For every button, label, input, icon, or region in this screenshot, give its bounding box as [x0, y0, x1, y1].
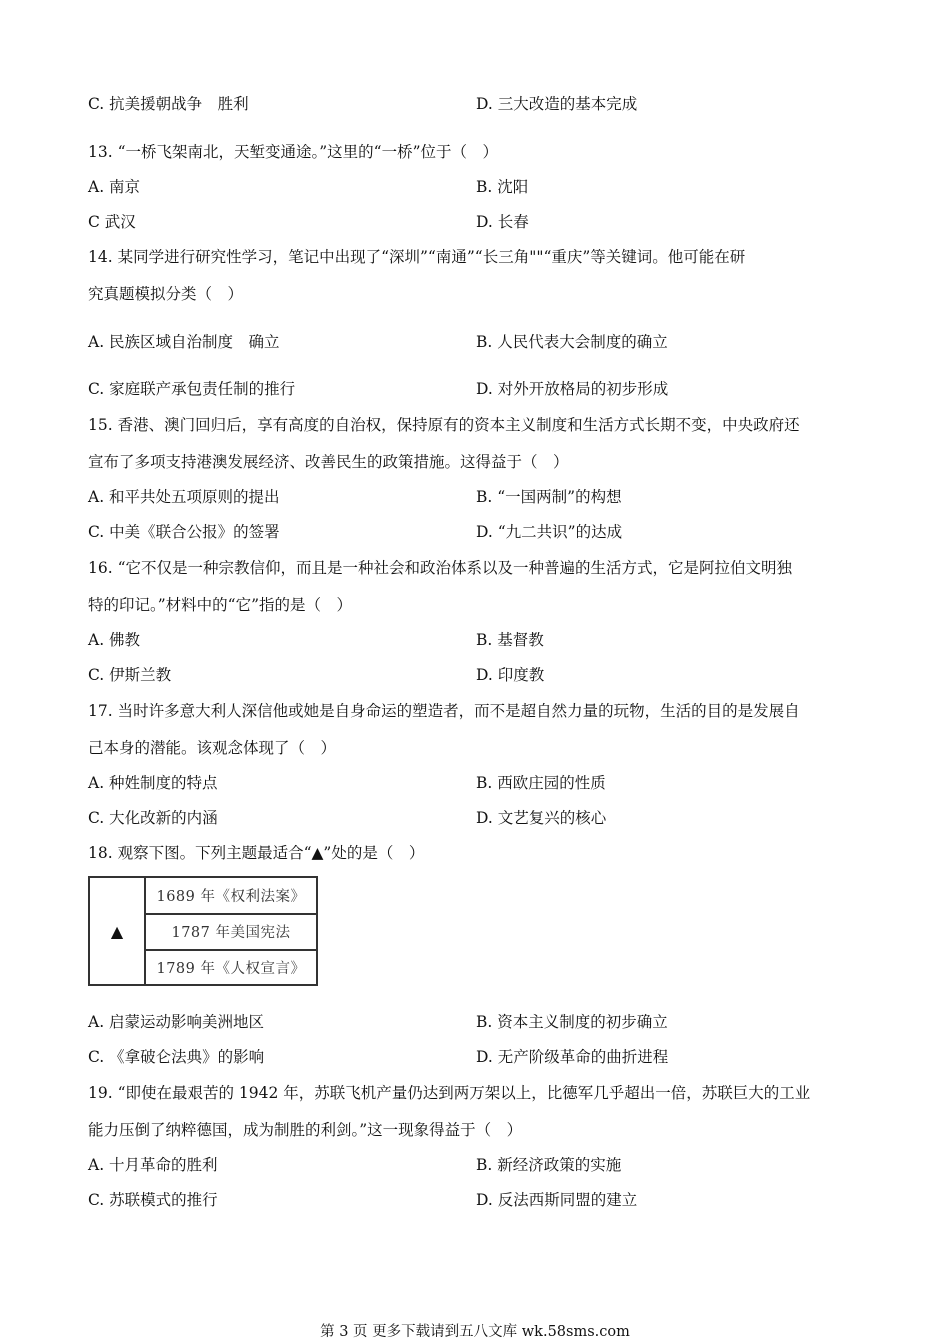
q18-option-d: D. 无产阶级革命的曲折进程 [476, 1048, 669, 1066]
figure-row-1789: 1789 年《人权宣言》 [156, 961, 306, 977]
q14-stem-line1: 14. 某同学进行研究性学习，笔记中出现了“深圳”“南通”“长三角""“重庆”等关键词。他可能在研 [88, 248, 746, 266]
q15-stem-line1: 15. 香港、澳门回归后，享有高度的自治权，保持原有的资本主义制度和生活方式长期不变，中央政府还 [88, 416, 800, 434]
q15-option-c: C. 中美《联合公报》的签署 [88, 523, 280, 541]
q19-stem-line2: 能力压倒了纳粹德国，成为制胜的利剑。”这一现象得益于（ ） [88, 1121, 523, 1139]
q16-option-b: B. 基督教 [476, 631, 544, 649]
q13-option-b: B. 沈阳 [476, 178, 529, 196]
q14-option-a: A. 民族区域自治制度 确立 [88, 333, 280, 351]
q17-option-d: D. 文艺复兴的核心 [476, 809, 607, 827]
q13-option-a: A. 南京 [88, 178, 141, 196]
q12-option-d: D. 三大改造的基本完成 [476, 95, 638, 113]
q13-option-c: C 武汉 [88, 213, 136, 231]
q16-option-c: C. 伊斯兰教 [88, 666, 172, 684]
q13-option-d: D. 长春 [476, 213, 529, 231]
q18-stem: 18. 观察下图。下列主题最适合“▲”处的是（ ） [88, 844, 425, 862]
q15-option-a: A. 和平共处五项原则的提出 [88, 488, 280, 506]
q15-option-d: D. “九二共识”的达成 [476, 523, 623, 541]
q16-stem-line2: 特的印记。”材料中的“它”指的是（ ） [88, 596, 353, 614]
q14-option-b: B. 人民代表大会制度的确立 [476, 333, 668, 351]
q18-option-a: A. 启蒙运动影响美洲地区 [88, 1013, 265, 1031]
q14-stem-line2: 究真题模拟分类（ ） [88, 285, 244, 303]
q16-option-d: D. 印度教 [476, 666, 545, 684]
q17-option-c: C. 大化改新的内涵 [88, 809, 218, 827]
q12-option-c: C. 抗美援朝战争 胜利 [88, 95, 249, 113]
q19-option-a: A. 十月革命的胜利 [88, 1156, 218, 1174]
q17-stem-line2: 己本身的潜能。该观念体现了（ ） [88, 739, 337, 757]
q17-option-b: B. 西欧庄园的性质 [476, 774, 606, 792]
q16-stem-line1: 16. “它不仅是一种宗教信仰，而且是一种社会和政治体系以及一种普遍的生活方式，它是阿拉伯文明独 [88, 559, 793, 577]
q18-figure-table [88, 876, 318, 986]
figure-row-1689: 1689 年《权利法案》 [146, 878, 316, 915]
q19-option-c: C. 苏联模式的推行 [88, 1191, 218, 1209]
q19-option-b: B. 新经济政策的实施 [476, 1156, 622, 1174]
q15-option-b: B. “一国两制”的构想 [476, 488, 622, 506]
triangle-marker: ▲ [90, 878, 146, 984]
q13-stem: 13. “一桥飞架南北，天堑变通途。”这里的“一桥”位于（ ） [88, 143, 499, 161]
q18-option-b: B. 资本主义制度的初步确立 [476, 1013, 668, 1031]
q19-option-d: D. 反法西斯同盟的建立 [476, 1191, 638, 1209]
q17-stem-line1: 17. 当时许多意大利人深信他或她是自身命运的塑造者，而不是超自然力量的玩物，生活的目的是发展自 [88, 702, 800, 720]
q18-option-c: C. 《拿破仑法典》的影响 [88, 1048, 265, 1066]
figure-row-1787: 1787 年美国宪法 [146, 914, 316, 951]
q15-stem-line2: 宣布了多项支持港澳发展经济、改善民生的政策措施。这得益于（ ） [88, 453, 569, 471]
q16-option-a: A. 佛教 [88, 631, 141, 649]
page-footer: 第 3 页 更多下载请到五八文库 wk.58sms.com [320, 1324, 630, 1340]
q17-option-a: A. 种姓制度的特点 [88, 774, 218, 792]
q14-option-d: D. 对外开放格局的初步形成 [476, 380, 669, 398]
q19-stem-line1: 19. “即使在最艰苦的 1942 年，苏联飞机产量仍达到两万架以上，比德军几乎超出一倍，苏联巨大的工业 [88, 1084, 811, 1102]
q14-option-c: C. 家庭联产承包责任制的推行 [88, 380, 296, 398]
